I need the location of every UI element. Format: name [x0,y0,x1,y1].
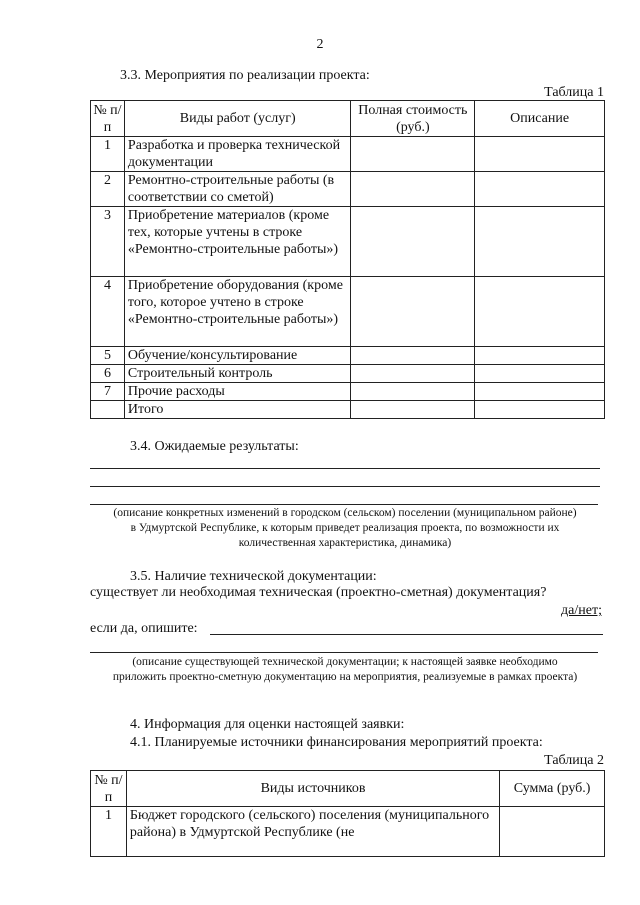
header-sources: Виды источников [126,771,499,807]
table-row [91,383,605,401]
row-work: Ремонтно-строительные работы (в соответствии со сметой) [124,172,351,207]
row-description[interactable] [475,383,605,401]
row-work: Приобретение материалов (кроме тех, которые учтены в строке «Ремонтно-строительные работы») [124,207,351,277]
row-work: Разработка и проверка технической документации [124,137,351,172]
table-row [91,207,605,277]
row-description[interactable] [475,137,605,172]
row-cost[interactable] [351,207,475,277]
row-total-label: Итого [124,401,351,419]
row-num: 1 [91,137,125,172]
section-4-heading: 4. Информация для оценки настоящей заявки: [130,717,405,732]
results-line-2[interactable] [90,486,600,487]
funding-table-header [91,771,605,807]
header-sum: Сумма (руб.) [500,771,605,807]
section-3-5-caption: (описание существующей технической документации; к настоящей заявке необходимо приложить проектно-сметную документацию на мероприятия, реализуемые в рамках проекта) [112,656,578,683]
row-description[interactable] [475,277,605,347]
section-3-4-caption: (описание конкретных изменений в городском (сельском) поселении (муниципальном районе) в Удмуртской Республике, к которым приведет реализация проекта, по возможности их количественная характеристика, динамика) [113,507,577,549]
section-3-4-heading: 3.4. Ожидаемые результаты: [130,439,299,454]
row-cost[interactable] [351,365,475,383]
row-num: 1 [91,807,127,857]
tech-docs-line-2[interactable] [90,652,598,653]
table-row [91,137,605,172]
row-description[interactable] [475,347,605,365]
header-description: Описание [475,101,605,137]
row-cost[interactable] [351,347,475,365]
table-row [91,347,605,365]
row-num [91,401,125,419]
yes-no-answer[interactable]: да/нет; [561,603,602,618]
row-work: Обучение/консультирование [124,347,351,365]
row-num: 2 [91,172,125,207]
row-source: Бюджет городского (сельского) поселения (муниципального района) в Удмуртской Республике (не [126,807,499,857]
funding-sources-table [90,770,605,857]
works-table [90,100,605,419]
row-cost[interactable] [351,137,475,172]
row-cost[interactable] [351,277,475,347]
row-num: 4 [91,277,125,347]
header-num: № п/п [91,101,125,137]
results-line-1[interactable] [90,468,600,469]
row-description[interactable] [475,207,605,277]
row-work: Прочие расходы [124,383,351,401]
row-description[interactable] [475,172,605,207]
section-4-1-subheading: 4.1. Планируемые источники финансирования мероприятий проекта: [130,735,543,750]
tech-docs-line-1[interactable] [210,634,603,635]
table-row [91,172,605,207]
row-sum[interactable] [500,807,605,857]
row-description[interactable] [475,401,605,419]
row-description[interactable] [475,365,605,383]
if-yes-label: если да, опишите: [90,621,198,636]
table-2-label: Таблица 2 [544,753,604,768]
table-row [91,277,605,347]
results-line-3[interactable] [90,504,598,505]
row-work: Приобретение оборудования (кроме того, которое учтено в строке «Ремонтно-строительные работы») [124,277,351,347]
row-cost[interactable] [351,383,475,401]
works-table-header [91,101,605,137]
header-works: Виды работ (услуг) [124,101,351,137]
page-number: 2 [316,37,324,52]
row-num: 7 [91,383,125,401]
row-num: 6 [91,365,125,383]
section-3-3-heading: 3.3. Мероприятия по реализации проекта: [120,68,370,83]
table-row [91,365,605,383]
table-total-row [91,401,605,419]
row-num: 5 [91,347,125,365]
section-3-5-heading: 3.5. Наличие технической документации: [130,569,377,584]
tech-docs-question: существует ли необходимая техническая (проектно-сметная) документация? [90,585,547,600]
header-num: № п/п [91,771,127,807]
header-cost: Полная стоимость (руб.) [351,101,475,137]
row-cost[interactable] [351,172,475,207]
row-cost[interactable] [351,401,475,419]
table-row [91,807,605,857]
row-work: Строительный контроль [124,365,351,383]
row-num: 3 [91,207,125,277]
table-1-label: Таблица 1 [544,85,604,100]
